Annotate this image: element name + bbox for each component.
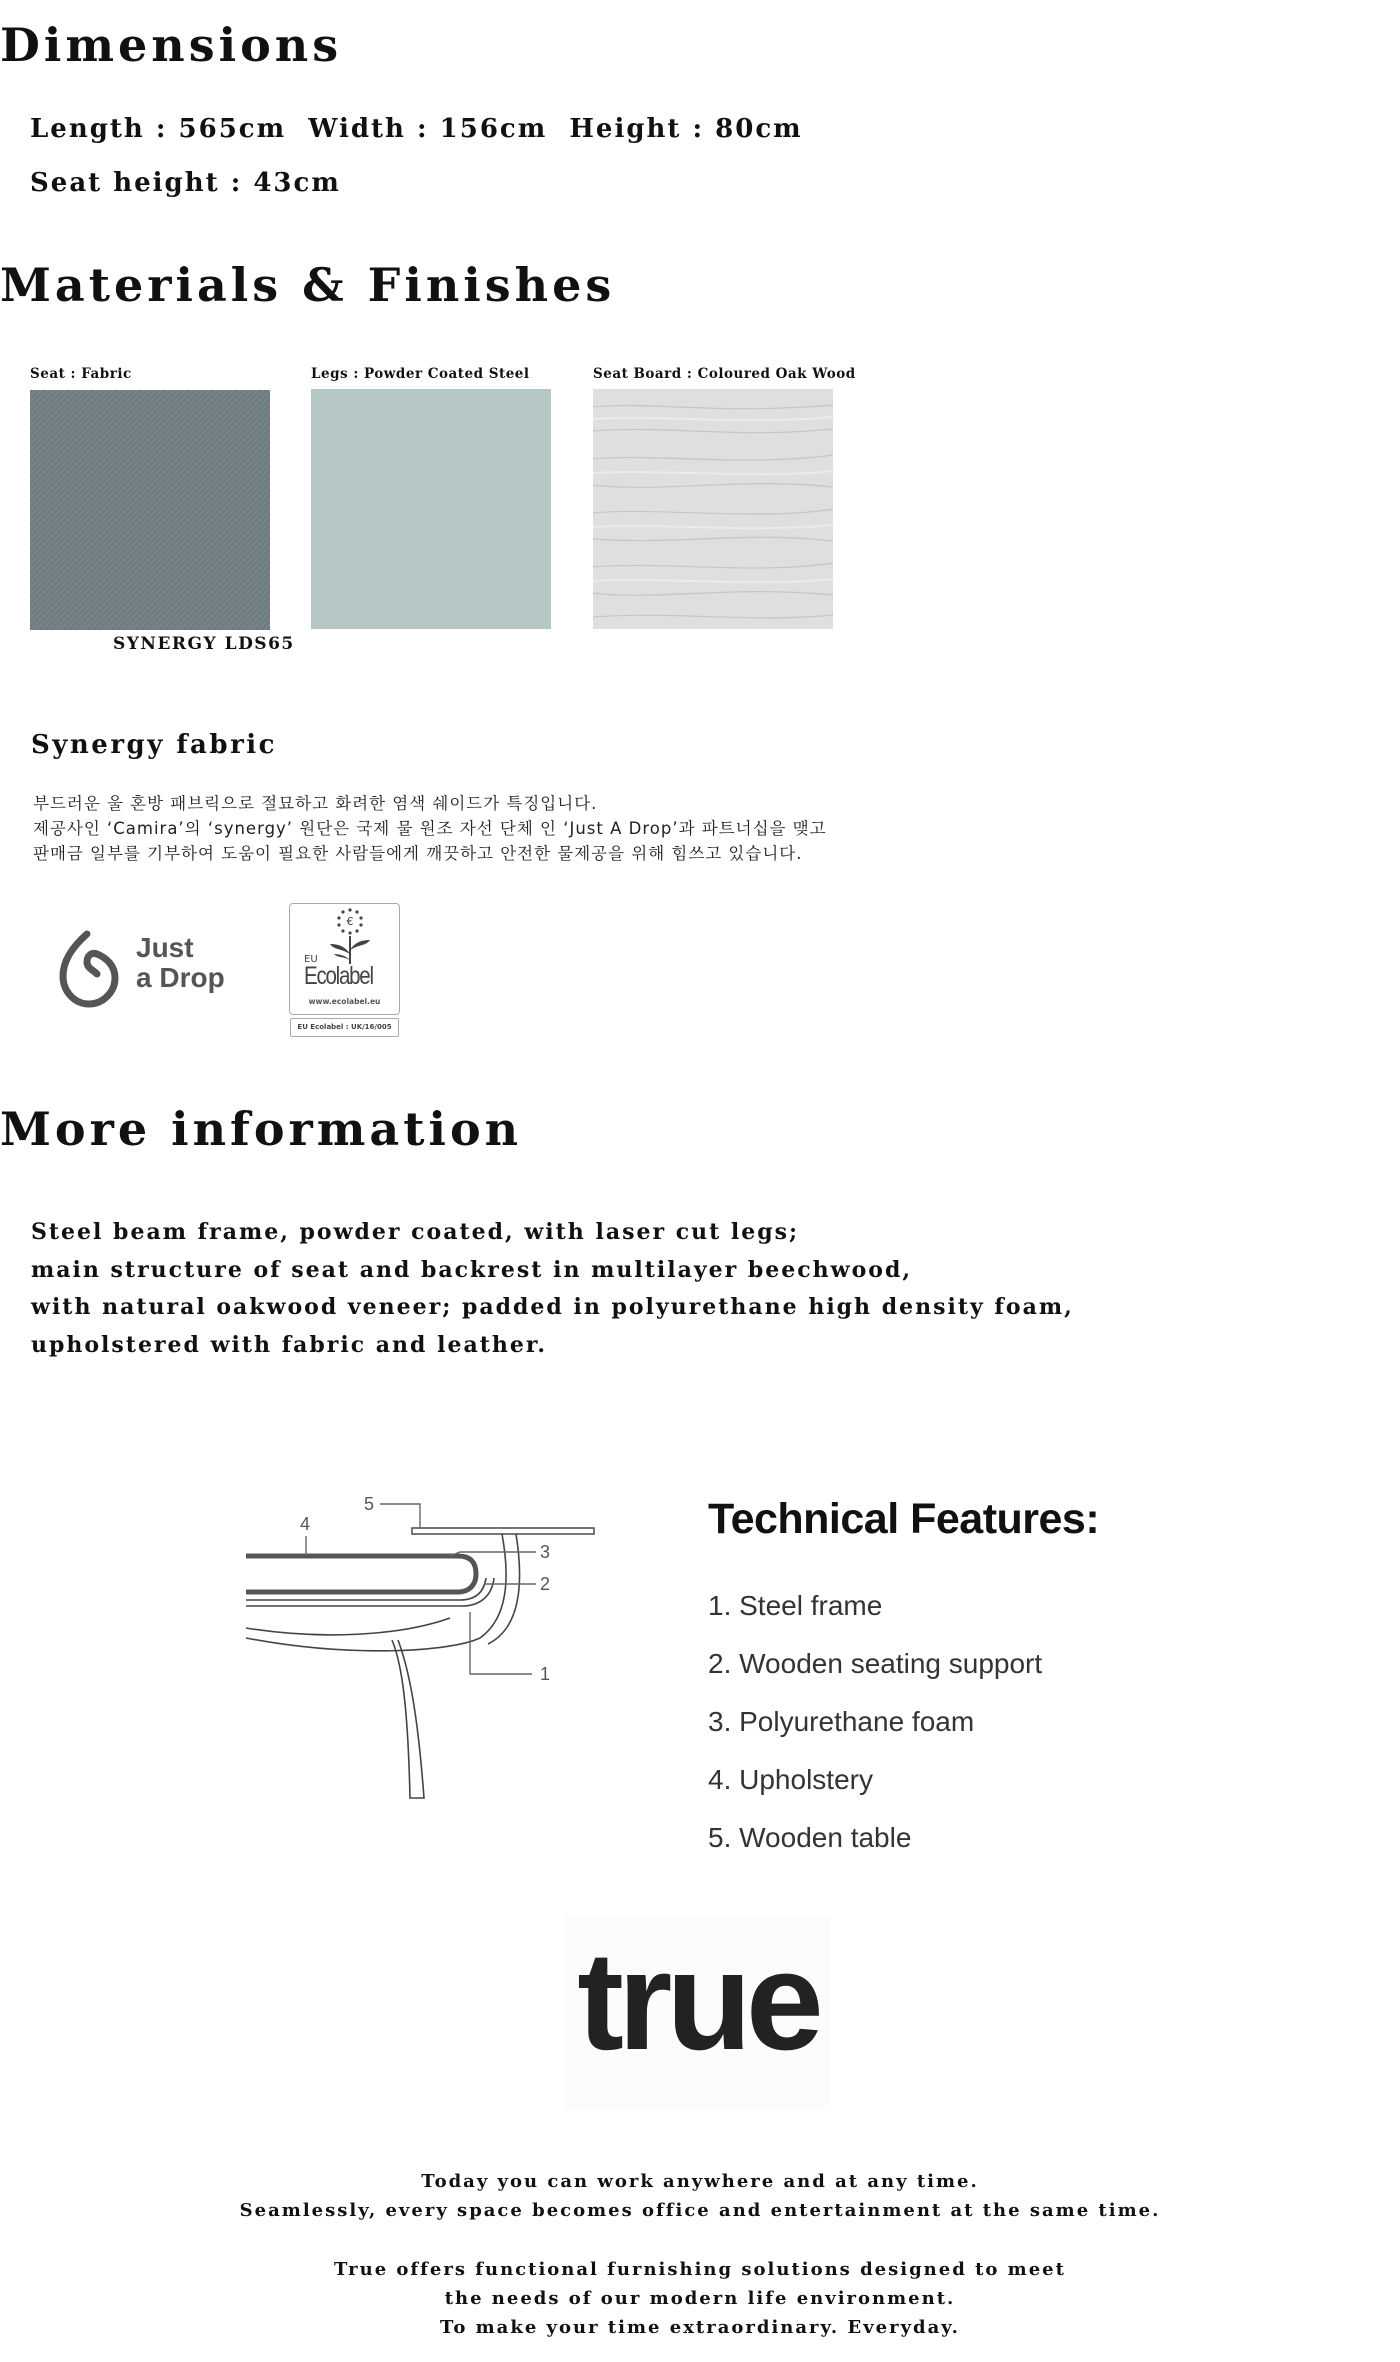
swatch-oak-wood [593, 389, 833, 629]
swatch-label-seat: Seat : Fabric [30, 366, 132, 382]
svg-text:€: € [346, 915, 354, 928]
callout-3: 3 [540, 1542, 551, 1562]
footer-line-2: Seamlessly, every space becomes office and entertainment at the same time. [239, 2200, 1161, 2221]
callout-1: 1 [540, 1664, 551, 1684]
true-logo-text: true [577, 1922, 818, 2079]
ecolabel-code: EU Ecolabel : UK/16/005 [290, 1018, 399, 1037]
more-info-line-2: main structure of seat and backrest in multilayer beechwood, [31, 1257, 912, 1283]
just-a-drop-line-1: Just [136, 932, 194, 963]
technical-feature-3: 3. Polyurethane foam [708, 1706, 975, 1737]
true-logo [565, 1915, 830, 2110]
just-a-drop-logo [57, 930, 247, 1010]
materials-title: Materials & Finishes [0, 258, 616, 312]
swatch-powder-coated-steel [311, 389, 551, 629]
swatch-label-legs: Legs : Powder Coated Steel [311, 366, 530, 382]
ecolabel-eu: EU [304, 954, 318, 965]
more-info-title: More information [0, 1102, 523, 1156]
technical-feature-5: 5. Wooden table [708, 1822, 912, 1853]
ecolabel-url: www.ecolabel.eu [308, 997, 381, 1006]
fabric-description-line-3: 판매금 일부를 기부하여 도움이 필요한 사람들에게 깨끗하고 안전한 물제공을 위해 힘쓰고 있습니다. [33, 844, 803, 863]
more-info-line-1: Steel beam frame, powder coated, with laser cut legs; [31, 1219, 800, 1245]
swatch-label-seat-board: Seat Board : Coloured Oak Wood [593, 366, 856, 382]
dimensions-size-line: Length : 565cm Width : 156cm Height : 80cm [30, 114, 803, 144]
dimensions-seat-height: Seat height : 43cm [30, 168, 341, 198]
callout-4: 4 [300, 1514, 311, 1534]
swatch-fabric [30, 390, 270, 630]
callout-5: 5 [364, 1494, 375, 1514]
technical-feature-1: 1. Steel frame [708, 1590, 883, 1621]
just-a-drop-line-2: a Drop [136, 962, 225, 993]
technical-cross-section-diagram [240, 1488, 610, 1808]
footer-line-1: Today you can work anywhere and at any time. [421, 2171, 979, 2192]
callout-2: 2 [540, 1574, 551, 1594]
ecolabel-name: Ecolabel [304, 962, 373, 990]
more-info-line-4: upholstered with fabric and leather. [31, 1332, 548, 1358]
eu-ecolabel-badge [289, 903, 400, 1037]
dimensions-title: Dimensions [0, 18, 343, 72]
drop-icon [57, 930, 123, 1010]
fabric-description-line-1: 부드러운 울 혼방 패브릭으로 절묘하고 화려한 염색 쉐이드가 특징입니다. [33, 794, 598, 813]
fabric-code: SYNERGY LDS65 [113, 634, 295, 654]
fabric-description-line-2: 제공사인 ‘Camira’의 ‘synergy’ 원단은 국제 물 원조 자선 단체 인 ‘Just A Drop’과 파트너십을 맺고 [33, 819, 827, 838]
fabric-title: Synergy fabric [31, 730, 277, 760]
more-info-line-3: with natural oakwood veneer; padded in polyurethane high density foam, [31, 1294, 1074, 1320]
footer-line-5: To make your time extraordinary. Everyday. [440, 2317, 960, 2338]
footer-line-4: the needs of our modern life environment. [444, 2288, 956, 2309]
footer-line-3: True offers functional furnishing solutions designed to meet [334, 2259, 1066, 2280]
technical-feature-4: 4. Upholstery [708, 1764, 873, 1795]
technical-feature-2: 2. Wooden seating support [708, 1648, 1043, 1679]
technical-features-title: Technical Features: [708, 1495, 1100, 1543]
